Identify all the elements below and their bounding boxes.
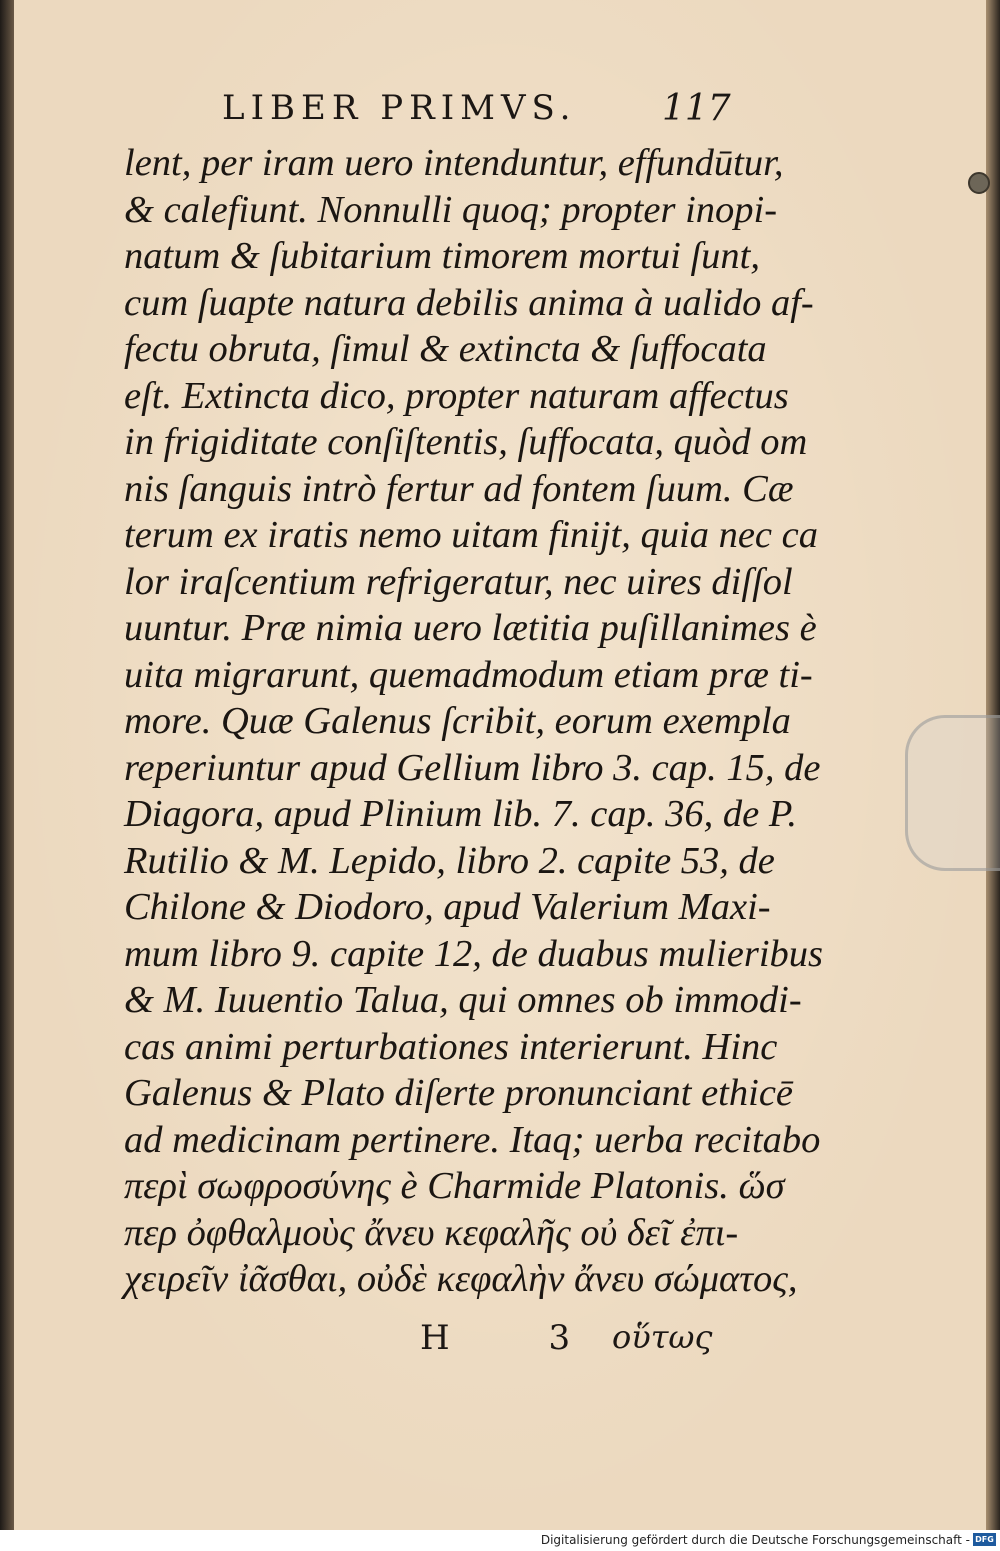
text-line: Diagora, apud Plinium lib. 7. cap. 36, de P.: [124, 793, 798, 835]
footer-bar: [0, 1530, 1000, 1551]
text-line: cum ſuapte natura debilis anima à ualido af-: [124, 281, 814, 324]
text-line: χειρεῖν ἰᾶσθαι, οὐδὲ κεφαλὴν ἄνευ σώματος,: [124, 1258, 798, 1300]
text-line: lent, per iram uero intenduntur, effundūtur,: [124, 142, 784, 184]
pin-icon: [968, 172, 990, 194]
text-line: cas animi perturbationes interierunt. Hinc: [124, 1025, 778, 1068]
body-text: [124, 140, 824, 1303]
text-line: uuntur. Præ nimia uero lætitia puſillanimes è: [124, 607, 817, 649]
text-line: reperiuntur apud Gellium libro 3. cap. 15, de: [124, 746, 821, 789]
text-line: fectu obruta, ſimul & extincta & ſuffocata: [124, 328, 767, 370]
text-line: mum libro 9. capite 12, de duabus mulieribus: [124, 932, 824, 975]
text-line: περὶ σωφροσύνης è Charmide Platonis. ὥσ: [124, 1165, 785, 1207]
text-line: in frigiditate conſiſtentis, ſuffocata, quòd om: [124, 421, 808, 463]
text-line: περ ὀφθαλμοὺς ἄνευ κεφαλῆς οὐ δεῖ ἐπι-: [124, 1211, 739, 1254]
text-line: & calefiunt. Nonnulli quoq; propter inopi-: [124, 188, 778, 231]
text-line: ad medicinam pertinere. Itaq; uerba recitabo: [124, 1118, 821, 1161]
funding-credit: Digitalisierung gefördert durch die Deutsche Forschungsgemeinschaft -: [540, 1533, 970, 1547]
text-line: natum & ſubitarium timorem mortui ſunt,: [124, 235, 760, 277]
text-line: eſt. Extincta dico, propter naturam affectus: [124, 374, 789, 417]
catchword: οὕτως: [612, 1318, 713, 1356]
book-gutter: [0, 0, 14, 1530]
text-line: Galenus & Plato diſerte pronunciant ethicē: [124, 1072, 793, 1114]
page-clip: [905, 715, 1000, 871]
signature-mark: H 3: [420, 1318, 615, 1358]
text-line: terum ex iratis nemo uitam finijt, quia nec ca: [124, 514, 818, 556]
text-line: Chilone & Diodoro, apud Valerium Maxi-: [124, 886, 771, 928]
text-line: uita migrarunt, quemadmodum etiam præ ti-: [124, 653, 813, 696]
dfg-logo-icon: DFG: [973, 1533, 996, 1546]
page-number: 117: [662, 88, 731, 129]
running-head: LIBER PRIMVS.: [222, 88, 577, 128]
text-line: Rutilio & M. Lepido, libro 2. capite 53, de: [124, 839, 775, 882]
text-line: more. Quæ Galenus ſcribit, eorum exempla: [124, 700, 791, 742]
text-line: lor iraſcentium refrigeratur, nec uires diſſol: [124, 560, 793, 603]
text-line: nis ſanguis intrò fertur ad fontem ſuum. Cæ: [124, 467, 794, 510]
book-page: [12, 0, 988, 1530]
text-line: & M. Iuuentio Talua, qui omnes ob immodi-: [124, 979, 802, 1021]
